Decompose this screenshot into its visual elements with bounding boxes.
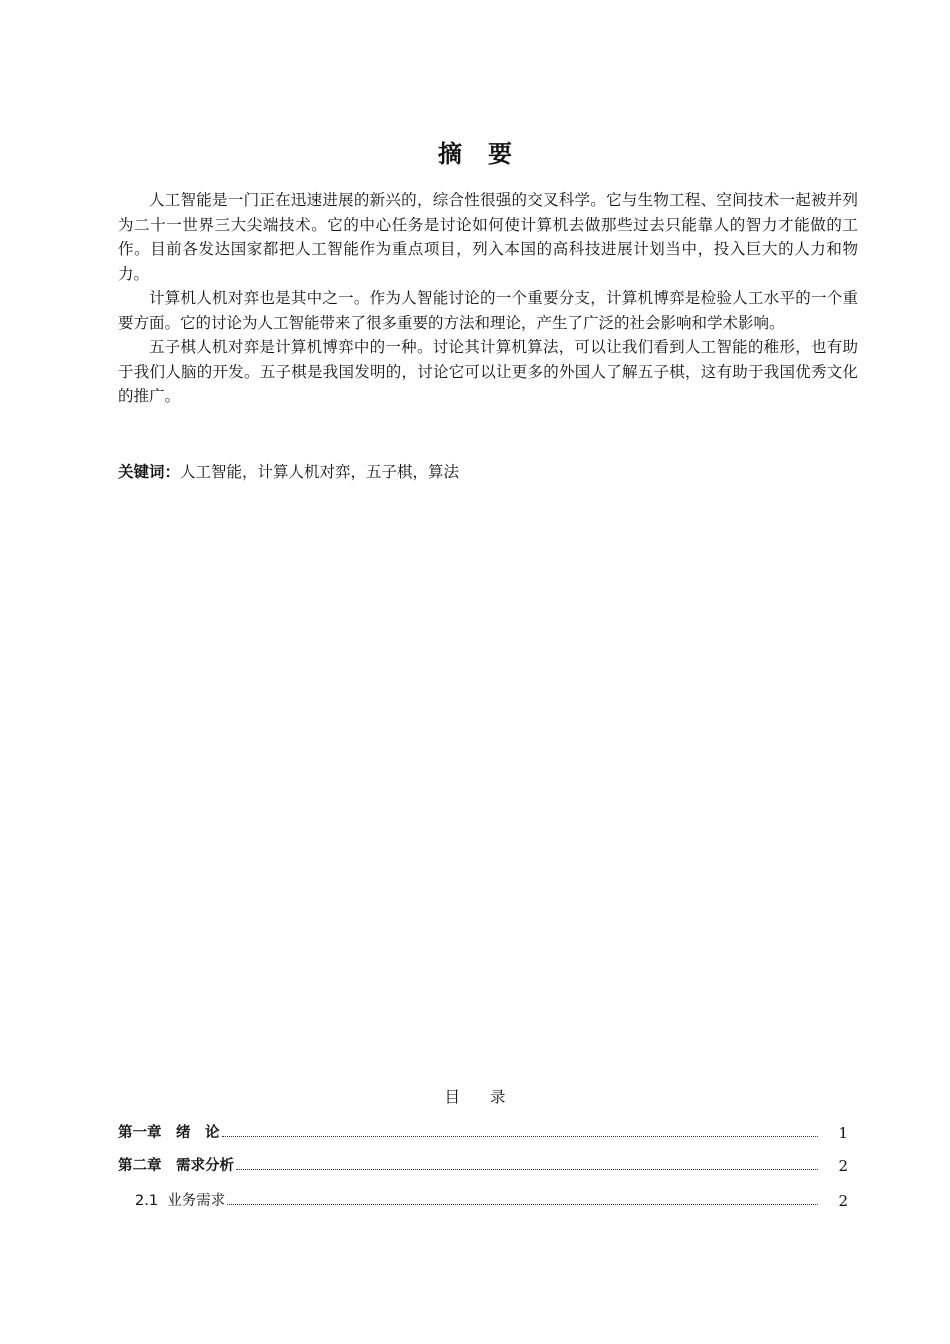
toc-entry-page: 2: [838, 1192, 848, 1210]
keywords-value: 人工智能，计算人机对弈，五子棋，算法: [180, 463, 460, 481]
abstract-paragraph-2: 计算机人机对弈也是其中之一。作为人智能讨论的一个重要分支，计算机博弈是检验人工水平的一个重要方面。它的讨论为人工智能带来了很多重要的方法和理论，产生了广泛的社会影响和学术影响。: [118, 289, 858, 332]
toc-entry-label: 2.1 业务需求: [135, 1193, 226, 1209]
keywords-line: [118, 460, 858, 482]
abstract-body: [118, 188, 858, 409]
abstract-paragraph-3: 五子棋人机对弈是计算机博弈中的一种。讨论其计算机算法，可以让我们看到人工智能的稚形，也有助于我们人脑的开发。五子棋是我国发明的，讨论它可以让更多的外国人了解五子棋，这有助于我国优秀文化的推广。: [118, 338, 858, 405]
toc-entry-chapter-2[interactable]: [118, 1153, 848, 1175]
toc-entry-page: 2: [838, 1157, 848, 1175]
toc-entry-label: 第二章 需求分析: [118, 1158, 234, 1174]
toc-leader-dots: [222, 1136, 819, 1137]
abstract-title: 摘要: [438, 140, 538, 168]
toc-title: 目录: [444, 1088, 536, 1106]
keywords-label: 关键词：: [118, 463, 181, 481]
toc-entry-chapter-1[interactable]: [118, 1120, 848, 1142]
toc-entry-page: 1: [838, 1124, 848, 1142]
toc-leader-dots: [236, 1169, 818, 1170]
toc-leader-dots: [227, 1204, 818, 1205]
toc-entry-section-2-1[interactable]: [118, 1188, 848, 1210]
abstract-paragraph-1: 人工智能是一门正在迅速进展的新兴的，综合性很强的交叉科学。它与生物工程、空间技术一起被并列为二十一世界三大尖端技术。它的中心任务是讨论如何使计算机去做那些过去只能靠人的智力才能做的工作。目前各发达国家都把人工智能作为重点项目，列入本国的高科技进展计划当中，投入巨大的人力和物力。: [118, 191, 858, 283]
toc-entry-label: 第一章 绪 论: [118, 1125, 220, 1141]
